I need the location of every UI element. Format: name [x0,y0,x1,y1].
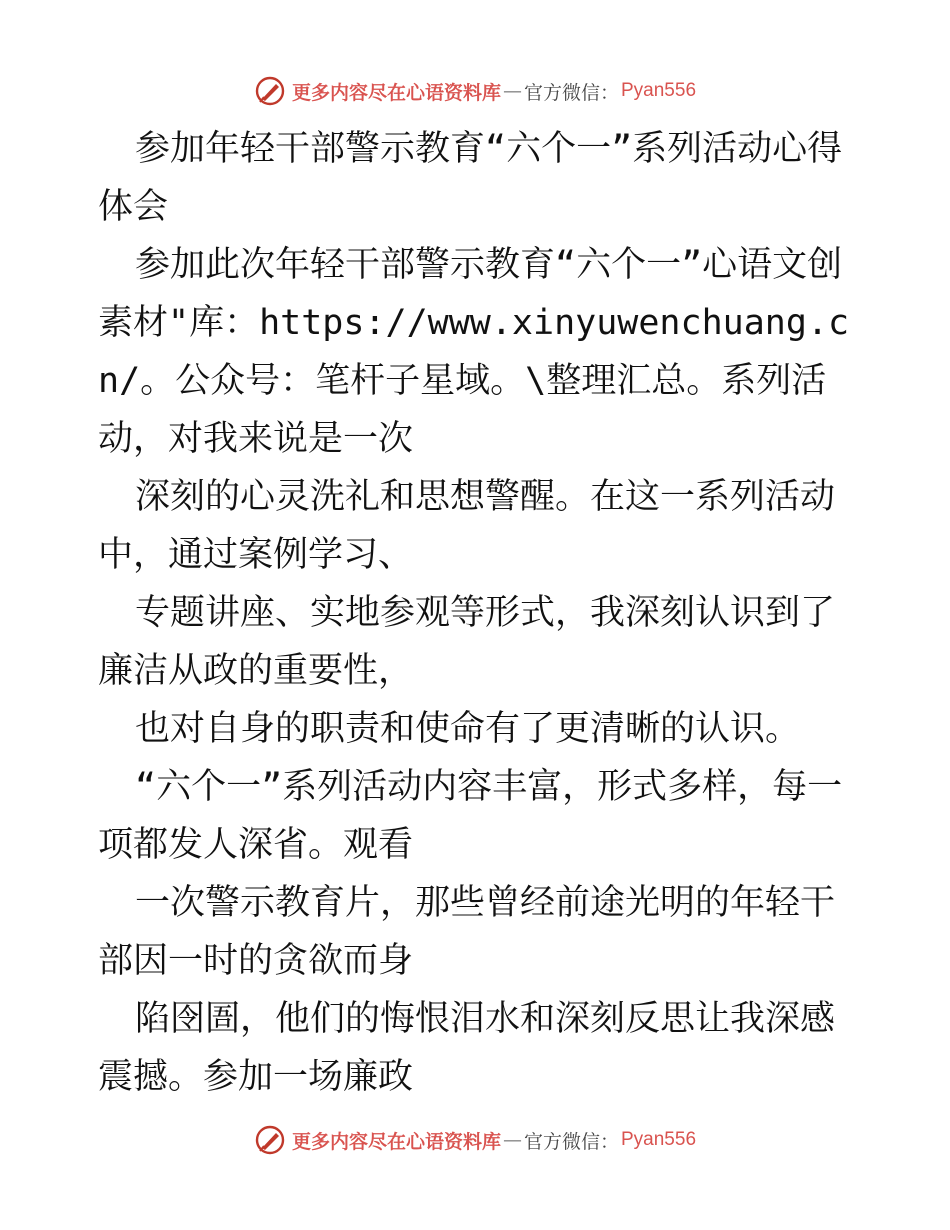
paragraph: 也对自身的职责和使命有了更清晰的认识。 [135,709,801,749]
brand-text: 更多内容尽在心语资料库 [291,81,501,104]
paragraph: 陷囹圄，他们的悔恨泪水和深刻反思让我深感震撼。参加一场廉政 [98,999,836,1097]
footer-watermark [0,1120,950,1160]
header-watermark [0,71,950,111]
paragraph: “六个一”系列活动内容丰富，形式多样，每一项都发人深省。观看 [98,767,843,865]
wechat-id: Pyan556 [621,80,697,101]
official-label: 官方微信： [523,1130,619,1153]
wechat-id: Pyan556 [621,1129,697,1150]
separator: — [502,1129,522,1151]
brand-text: 更多内容尽在心语资料库 [291,1130,501,1153]
paragraph: 专题讲座、实地参观等形式，我深刻认识到了廉洁从政的重要性， [98,593,836,691]
document-body [98,120,858,1106]
separator: — [502,80,522,102]
paragraph: 一次警示教育片，那些曾经前途光明的年轻干部因一时的贪欲而身 [98,883,836,981]
document-title: 参加年轻干部警示教育“六个一”系列活动心得体会 [98,129,843,227]
official-label: 官方微信： [523,81,619,104]
quill-logo-icon [254,1124,286,1156]
quill-logo-icon [254,75,286,107]
paragraph: 参加此次年轻干部警示教育“六个一”心语文创素材"库：https://www.xinyuwenchuang.cn/。公众号：笔杆子星域。\整理汇总。系列活动，对我来说是一次 [98,245,850,459]
paragraph: 深刻的心灵洗礼和思想警醒。在这一系列活动中，通过案例学习、 [98,477,836,575]
